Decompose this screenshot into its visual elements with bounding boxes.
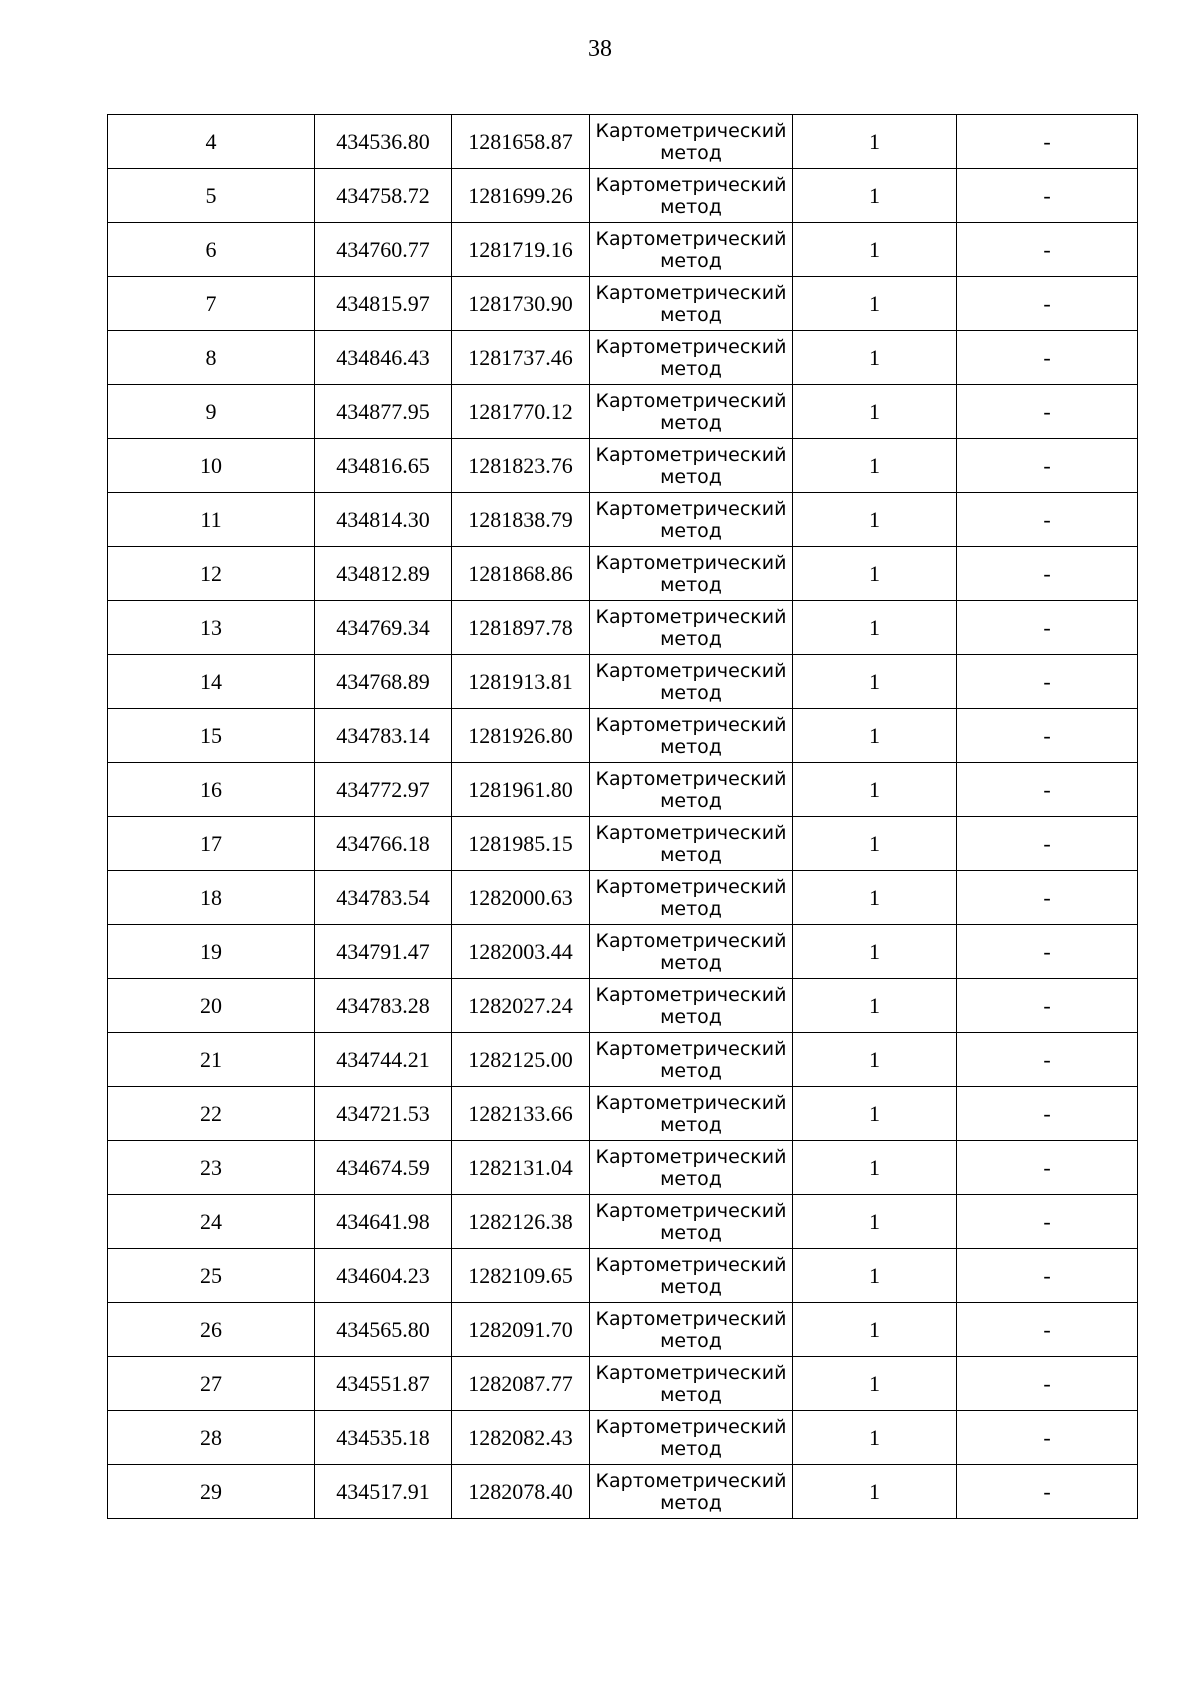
y-coordinate-cell: 1282125.00 bbox=[452, 1033, 590, 1087]
method-line-1: Картометрический bbox=[595, 443, 787, 466]
y-coordinate-cell: 1281699.26 bbox=[452, 169, 590, 223]
x-coordinate-cell: 434758.72 bbox=[315, 169, 452, 223]
method-line-1: Картометрический bbox=[595, 767, 787, 790]
method-cell bbox=[590, 817, 793, 871]
y-coordinate-cell: 1282003.44 bbox=[452, 925, 590, 979]
method-line-1: Картометрический bbox=[595, 1091, 787, 1114]
precision-cell: 1 bbox=[793, 1195, 957, 1249]
precision-cell: 1 bbox=[793, 169, 957, 223]
method-cell bbox=[590, 1141, 793, 1195]
method-line-2: метод bbox=[660, 1167, 722, 1190]
y-coordinate-cell: 1281730.90 bbox=[452, 277, 590, 331]
method-cell bbox=[590, 1465, 793, 1519]
method-line-2: метод bbox=[660, 1113, 722, 1136]
y-coordinate-cell: 1282133.66 bbox=[452, 1087, 590, 1141]
method-cell bbox=[590, 439, 793, 493]
method-cell bbox=[590, 385, 793, 439]
point-number-cell: 24 bbox=[108, 1195, 315, 1249]
table-row bbox=[108, 493, 1138, 547]
precision-cell: 1 bbox=[793, 871, 957, 925]
x-coordinate-cell: 434641.98 bbox=[315, 1195, 452, 1249]
y-coordinate-cell: 1282131.04 bbox=[452, 1141, 590, 1195]
precision-cell: 1 bbox=[793, 1303, 957, 1357]
point-number-cell: 17 bbox=[108, 817, 315, 871]
method-line-2: метод bbox=[660, 573, 722, 596]
x-coordinate-cell: 434877.95 bbox=[315, 385, 452, 439]
x-coordinate-cell: 434604.23 bbox=[315, 1249, 452, 1303]
method-cell bbox=[590, 709, 793, 763]
point-number-cell: 20 bbox=[108, 979, 315, 1033]
y-coordinate-cell: 1281838.79 bbox=[452, 493, 590, 547]
point-number-cell: 8 bbox=[108, 331, 315, 385]
x-coordinate-cell: 434721.53 bbox=[315, 1087, 452, 1141]
precision-cell: 1 bbox=[793, 1411, 957, 1465]
method-line-2: метод bbox=[660, 735, 722, 758]
method-line-2: метод bbox=[660, 681, 722, 704]
method-line-1: Картометрический bbox=[595, 119, 787, 142]
x-coordinate-cell: 434815.97 bbox=[315, 277, 452, 331]
method-cell bbox=[590, 655, 793, 709]
note-cell: - bbox=[957, 763, 1138, 817]
table-row bbox=[108, 1303, 1138, 1357]
method-cell bbox=[590, 1087, 793, 1141]
method-line-2: метод bbox=[660, 1275, 722, 1298]
method-cell bbox=[590, 115, 793, 169]
x-coordinate-cell: 434565.80 bbox=[315, 1303, 452, 1357]
method-cell bbox=[590, 223, 793, 277]
x-coordinate-cell: 434846.43 bbox=[315, 331, 452, 385]
note-cell: - bbox=[957, 223, 1138, 277]
method-line-1: Картометрический bbox=[595, 1253, 787, 1276]
precision-cell: 1 bbox=[793, 709, 957, 763]
method-line-2: метод bbox=[660, 1059, 722, 1082]
method-line-2: метод bbox=[660, 1437, 722, 1460]
note-cell: - bbox=[957, 1033, 1138, 1087]
y-coordinate-cell: 1282087.77 bbox=[452, 1357, 590, 1411]
coordinates-table bbox=[107, 114, 1138, 1519]
table-row bbox=[108, 223, 1138, 277]
y-coordinate-cell: 1282078.40 bbox=[452, 1465, 590, 1519]
y-coordinate-cell: 1282000.63 bbox=[452, 871, 590, 925]
y-coordinate-cell: 1281868.86 bbox=[452, 547, 590, 601]
method-line-1: Картометрический bbox=[595, 1199, 787, 1222]
method-cell bbox=[590, 277, 793, 331]
x-coordinate-cell: 434768.89 bbox=[315, 655, 452, 709]
note-cell: - bbox=[957, 925, 1138, 979]
x-coordinate-cell: 434551.87 bbox=[315, 1357, 452, 1411]
method-line-2: метод bbox=[660, 411, 722, 434]
point-number-cell: 4 bbox=[108, 115, 315, 169]
point-number-cell: 15 bbox=[108, 709, 315, 763]
note-cell: - bbox=[957, 979, 1138, 1033]
point-number-cell: 9 bbox=[108, 385, 315, 439]
method-line-2: метод bbox=[660, 843, 722, 866]
note-cell: - bbox=[957, 655, 1138, 709]
method-cell bbox=[590, 1033, 793, 1087]
table-row bbox=[108, 1411, 1138, 1465]
method-line-2: метод bbox=[660, 897, 722, 920]
method-line-1: Картометрический bbox=[595, 389, 787, 412]
point-number-cell: 10 bbox=[108, 439, 315, 493]
method-line-1: Картометрический bbox=[595, 1307, 787, 1330]
table-row bbox=[108, 763, 1138, 817]
method-line-1: Картометрический bbox=[595, 875, 787, 898]
precision-cell: 1 bbox=[793, 547, 957, 601]
method-line-2: метод bbox=[660, 1005, 722, 1028]
point-number-cell: 21 bbox=[108, 1033, 315, 1087]
method-line-1: Картометрический bbox=[595, 1415, 787, 1438]
note-cell: - bbox=[957, 1465, 1138, 1519]
table-row bbox=[108, 331, 1138, 385]
y-coordinate-cell: 1281658.87 bbox=[452, 115, 590, 169]
note-cell: - bbox=[957, 115, 1138, 169]
point-number-cell: 19 bbox=[108, 925, 315, 979]
method-line-2: метод bbox=[660, 1329, 722, 1352]
table-row bbox=[108, 655, 1138, 709]
method-line-1: Картометрический bbox=[595, 821, 787, 844]
point-number-cell: 12 bbox=[108, 547, 315, 601]
table-row bbox=[108, 115, 1138, 169]
x-coordinate-cell: 434783.28 bbox=[315, 979, 452, 1033]
point-number-cell: 11 bbox=[108, 493, 315, 547]
method-line-1: Картометрический bbox=[595, 1361, 787, 1384]
x-coordinate-cell: 434760.77 bbox=[315, 223, 452, 277]
point-number-cell: 16 bbox=[108, 763, 315, 817]
method-line-2: метод bbox=[660, 1491, 722, 1514]
x-coordinate-cell: 434744.21 bbox=[315, 1033, 452, 1087]
table-row bbox=[108, 601, 1138, 655]
precision-cell: 1 bbox=[793, 385, 957, 439]
table-row bbox=[108, 817, 1138, 871]
y-coordinate-cell: 1281897.78 bbox=[452, 601, 590, 655]
note-cell: - bbox=[957, 1087, 1138, 1141]
method-cell bbox=[590, 979, 793, 1033]
method-cell bbox=[590, 925, 793, 979]
y-coordinate-cell: 1281913.81 bbox=[452, 655, 590, 709]
method-cell bbox=[590, 493, 793, 547]
y-coordinate-cell: 1281770.12 bbox=[452, 385, 590, 439]
note-cell: - bbox=[957, 439, 1138, 493]
method-line-1: Картометрический bbox=[595, 335, 787, 358]
point-number-cell: 23 bbox=[108, 1141, 315, 1195]
precision-cell: 1 bbox=[793, 763, 957, 817]
method-line-1: Картометрический bbox=[595, 1469, 787, 1492]
method-line-2: метод bbox=[660, 951, 722, 974]
note-cell: - bbox=[957, 169, 1138, 223]
method-line-1: Картометрический bbox=[595, 713, 787, 736]
table-row bbox=[108, 1249, 1138, 1303]
precision-cell: 1 bbox=[793, 493, 957, 547]
point-number-cell: 18 bbox=[108, 871, 315, 925]
y-coordinate-cell: 1282109.65 bbox=[452, 1249, 590, 1303]
point-number-cell: 27 bbox=[108, 1357, 315, 1411]
table-row bbox=[108, 1087, 1138, 1141]
method-cell bbox=[590, 1195, 793, 1249]
note-cell: - bbox=[957, 1249, 1138, 1303]
method-cell bbox=[590, 547, 793, 601]
precision-cell: 1 bbox=[793, 817, 957, 871]
table-row bbox=[108, 1033, 1138, 1087]
y-coordinate-cell: 1281719.16 bbox=[452, 223, 590, 277]
note-cell: - bbox=[957, 1195, 1138, 1249]
point-number-cell: 7 bbox=[108, 277, 315, 331]
x-coordinate-cell: 434812.89 bbox=[315, 547, 452, 601]
precision-cell: 1 bbox=[793, 925, 957, 979]
table-row bbox=[108, 169, 1138, 223]
precision-cell: 1 bbox=[793, 655, 957, 709]
note-cell: - bbox=[957, 601, 1138, 655]
note-cell: - bbox=[957, 331, 1138, 385]
point-number-cell: 13 bbox=[108, 601, 315, 655]
x-coordinate-cell: 434783.14 bbox=[315, 709, 452, 763]
y-coordinate-cell: 1282091.70 bbox=[452, 1303, 590, 1357]
note-cell: - bbox=[957, 709, 1138, 763]
x-coordinate-cell: 434769.34 bbox=[315, 601, 452, 655]
method-cell bbox=[590, 1249, 793, 1303]
table-row bbox=[108, 1141, 1138, 1195]
point-number-cell: 22 bbox=[108, 1087, 315, 1141]
method-line-1: Картометрический bbox=[595, 983, 787, 1006]
table-row bbox=[108, 1357, 1138, 1411]
method-line-2: метод bbox=[660, 1383, 722, 1406]
method-line-1: Картометрический bbox=[595, 497, 787, 520]
precision-cell: 1 bbox=[793, 223, 957, 277]
table-row bbox=[108, 925, 1138, 979]
y-coordinate-cell: 1281737.46 bbox=[452, 331, 590, 385]
method-line-1: Картометрический bbox=[595, 1145, 787, 1168]
table-row bbox=[108, 979, 1138, 1033]
method-line-2: метод bbox=[660, 465, 722, 488]
method-line-1: Картометрический bbox=[595, 227, 787, 250]
note-cell: - bbox=[957, 1141, 1138, 1195]
table-row bbox=[108, 709, 1138, 763]
note-cell: - bbox=[957, 385, 1138, 439]
method-line-1: Картометрический bbox=[595, 929, 787, 952]
point-number-cell: 29 bbox=[108, 1465, 315, 1519]
method-line-2: метод bbox=[660, 789, 722, 812]
note-cell: - bbox=[957, 1411, 1138, 1465]
y-coordinate-cell: 1282082.43 bbox=[452, 1411, 590, 1465]
precision-cell: 1 bbox=[793, 331, 957, 385]
x-coordinate-cell: 434517.91 bbox=[315, 1465, 452, 1519]
method-line-1: Картометрический bbox=[595, 605, 787, 628]
precision-cell: 1 bbox=[793, 1033, 957, 1087]
method-cell bbox=[590, 1357, 793, 1411]
method-line-1: Картометрический bbox=[595, 173, 787, 196]
point-number-cell: 5 bbox=[108, 169, 315, 223]
precision-cell: 1 bbox=[793, 1465, 957, 1519]
method-line-2: метод bbox=[660, 357, 722, 380]
point-number-cell: 26 bbox=[108, 1303, 315, 1357]
precision-cell: 1 bbox=[793, 115, 957, 169]
precision-cell: 1 bbox=[793, 1357, 957, 1411]
y-coordinate-cell: 1282126.38 bbox=[452, 1195, 590, 1249]
table-row bbox=[108, 439, 1138, 493]
table-row bbox=[108, 385, 1138, 439]
y-coordinate-cell: 1281961.80 bbox=[452, 763, 590, 817]
note-cell: - bbox=[957, 277, 1138, 331]
method-cell bbox=[590, 601, 793, 655]
note-cell: - bbox=[957, 817, 1138, 871]
note-cell: - bbox=[957, 871, 1138, 925]
x-coordinate-cell: 434766.18 bbox=[315, 817, 452, 871]
precision-cell: 1 bbox=[793, 601, 957, 655]
precision-cell: 1 bbox=[793, 1249, 957, 1303]
precision-cell: 1 bbox=[793, 439, 957, 493]
method-cell bbox=[590, 871, 793, 925]
point-number-cell: 6 bbox=[108, 223, 315, 277]
method-cell bbox=[590, 1411, 793, 1465]
x-coordinate-cell: 434783.54 bbox=[315, 871, 452, 925]
precision-cell: 1 bbox=[793, 1141, 957, 1195]
method-cell bbox=[590, 763, 793, 817]
x-coordinate-cell: 434816.65 bbox=[315, 439, 452, 493]
x-coordinate-cell: 434536.80 bbox=[315, 115, 452, 169]
method-line-1: Картометрический bbox=[595, 659, 787, 682]
method-line-1: Картометрический bbox=[595, 551, 787, 574]
method-line-2: метод bbox=[660, 303, 722, 326]
method-cell bbox=[590, 169, 793, 223]
point-number-cell: 14 bbox=[108, 655, 315, 709]
note-cell: - bbox=[957, 1357, 1138, 1411]
table-row bbox=[108, 547, 1138, 601]
method-line-1: Картометрический bbox=[595, 281, 787, 304]
method-line-2: метод bbox=[660, 1221, 722, 1244]
x-coordinate-cell: 434772.97 bbox=[315, 763, 452, 817]
method-line-2: метод bbox=[660, 195, 722, 218]
method-cell bbox=[590, 1303, 793, 1357]
point-number-cell: 28 bbox=[108, 1411, 315, 1465]
precision-cell: 1 bbox=[793, 277, 957, 331]
method-cell bbox=[590, 331, 793, 385]
table-row bbox=[108, 871, 1138, 925]
method-line-1: Картометрический bbox=[595, 1037, 787, 1060]
y-coordinate-cell: 1281926.80 bbox=[452, 709, 590, 763]
x-coordinate-cell: 434791.47 bbox=[315, 925, 452, 979]
precision-cell: 1 bbox=[793, 1087, 957, 1141]
table-body bbox=[108, 115, 1138, 1519]
x-coordinate-cell: 434535.18 bbox=[315, 1411, 452, 1465]
point-number-cell: 25 bbox=[108, 1249, 315, 1303]
page-number: 38 bbox=[588, 36, 612, 62]
y-coordinate-cell: 1281985.15 bbox=[452, 817, 590, 871]
method-line-2: метод bbox=[660, 141, 722, 164]
table-row bbox=[108, 1465, 1138, 1519]
y-coordinate-cell: 1281823.76 bbox=[452, 439, 590, 493]
y-coordinate-cell: 1282027.24 bbox=[452, 979, 590, 1033]
method-line-2: метод bbox=[660, 249, 722, 272]
x-coordinate-cell: 434814.30 bbox=[315, 493, 452, 547]
precision-cell: 1 bbox=[793, 979, 957, 1033]
table-row bbox=[108, 1195, 1138, 1249]
note-cell: - bbox=[957, 493, 1138, 547]
note-cell: - bbox=[957, 1303, 1138, 1357]
table-row bbox=[108, 277, 1138, 331]
method-line-2: метод bbox=[660, 519, 722, 542]
x-coordinate-cell: 434674.59 bbox=[315, 1141, 452, 1195]
note-cell: - bbox=[957, 547, 1138, 601]
method-line-2: метод bbox=[660, 627, 722, 650]
